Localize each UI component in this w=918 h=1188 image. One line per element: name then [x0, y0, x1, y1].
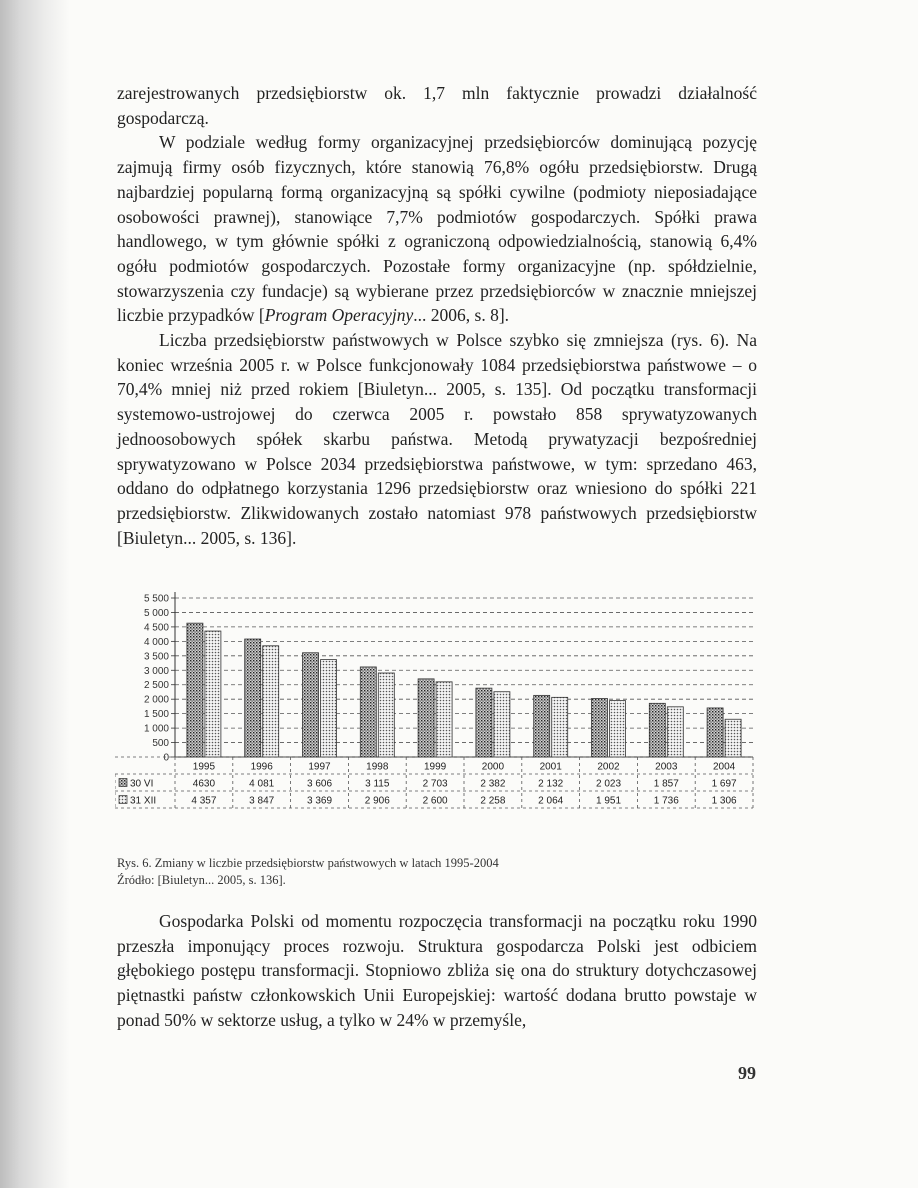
- y-tick-label: 2 000: [143, 694, 169, 706]
- data-value-label: 1 697: [711, 778, 737, 790]
- data-value-label: 2 382: [480, 778, 506, 790]
- y-tick-label: 4 000: [143, 636, 169, 648]
- bar-31-XII-2004: [725, 719, 741, 757]
- bar-31-XII-2003: [667, 707, 683, 757]
- y-tick-label: 0: [163, 752, 169, 764]
- data-value-label: 1 736: [653, 795, 679, 807]
- citation-program-operacyjny: Program Operacyjny: [264, 305, 414, 326]
- data-value-label: 2 906: [364, 795, 390, 807]
- paragraph-continued: zarejestrowanych przedsiębiorstw ok. 1,7 mln faktycznie prowadzi działalność gospodarczą.: [117, 83, 757, 128]
- y-tick-label: 1 000: [143, 723, 169, 735]
- bar-30-VI-2003: [649, 703, 665, 757]
- legend-label: 31 XII: [130, 795, 157, 807]
- data-value-label: 1 857: [653, 778, 679, 790]
- paragraph-liczba: Liczba przedsiębiorstw państwowych w Polsce szybko się zmniejsza (rys. 6). Na koniec września 2005 r. w Polsce funkcjonowały 1084 przedsiębiorstwa państwowe – o 70,4% mniej niż przed rokiem [Biuletyn... 2005, s. 135]. Od początku transformacji systemowo-ustrojowej do czerwca 2005 r. powstało 858 sprywatyzowanych jednoosobowych spółek skarbu państwa. Metodą prywatyzacji bezpośredniej sprywatyzowano w Polsce 2034 przedsiębiorstwa państwowe, w tym: sprzedano 463, oddano do odpłatnego korzystania 1296 przedsiębiorstw oraz wniesiono do spółki 221 przedsiębiorstw. Zlikwidowanych zostało natomiast 978 państwowych przedsiębiorstw [Biuletyn... 2005, s. 136].: [117, 330, 757, 548]
- legend-swatch-30-VI: [119, 779, 127, 787]
- x-category-label: 2004: [712, 761, 736, 773]
- data-value-label: 2 132: [538, 778, 564, 790]
- data-value-label: 3 115: [365, 778, 390, 790]
- bar-30-VI-1996: [245, 639, 261, 757]
- y-tick-label: 5 000: [143, 607, 169, 619]
- x-category-label: 1998: [366, 761, 389, 773]
- y-tick-label: 4 500: [143, 622, 169, 634]
- x-category-label: 1996: [250, 761, 273, 773]
- bar-30-VI-2001: [534, 695, 550, 757]
- binding-shadow: [0, 0, 70, 1188]
- y-tick-label: 2 500: [143, 680, 169, 692]
- bar-30-VI-2004: [707, 708, 723, 757]
- x-category-label: 1999: [423, 761, 447, 773]
- data-value-label: 2 258: [480, 795, 506, 807]
- legend-label: 30 VI: [130, 778, 154, 790]
- paragraph-forma-end: ... 2006, s. 8].: [413, 305, 510, 326]
- data-value-label: 3 847: [249, 795, 275, 807]
- bar-chart: [115, 585, 760, 835]
- x-category-label: 2003: [655, 761, 678, 773]
- bar-31-XII-1998: [378, 673, 394, 757]
- page-number: 99: [738, 1063, 756, 1083]
- bar-31-XII-2000: [494, 692, 510, 757]
- data-value-label: 1 306: [711, 795, 737, 807]
- data-value-label: 2 064: [538, 795, 564, 807]
- y-tick-label: 1 500: [143, 709, 169, 721]
- bar-31-XII-1995: [205, 631, 221, 757]
- legend-swatch-31-XII: [119, 796, 127, 804]
- y-tick-label: 3 000: [143, 665, 169, 677]
- x-category-label: 1997: [308, 761, 331, 773]
- x-category-label: 2001: [539, 761, 562, 773]
- figure-chart: [115, 585, 760, 835]
- data-value-label: 3 606: [306, 778, 333, 790]
- y-tick-label: 3 500: [143, 651, 169, 663]
- x-category-label: 1995: [192, 761, 216, 773]
- x-category-label: 2002: [597, 761, 620, 773]
- bar-31-XII-1997: [321, 660, 337, 757]
- chart-bars: [187, 623, 741, 757]
- data-value-label: 1 951: [595, 795, 622, 807]
- paragraph-forma-text: W podziale według formy organizacyjnej przedsiębiorców dominującą pozycję zajmują firmy osób fizycznych, które stanowią 76,8% ogółu przedsiębiorstw. Drugą najbardziej popularną formą organizacyjną są spółki cywilne (podmioty nieposiadające osobowości prawnej), stanowiące 7,7% podmiotów gospodarczych. Spółki prawa handlowego, w tym głównie spółki z ograniczoną odpowiedzialnością, stanowią 6,4% ogółu podmiotów gospodarczych. Pozostałe formy organizacyjne (np. spółdzielnie, stowarzyszenia czy fundacje) są wybierane przez przedsiębiorców w znacznie mniejszej liczbie przypadków [: [117, 132, 757, 326]
- figure-caption: [117, 855, 717, 889]
- caption-title: Rys. 6. Zmiany w liczbie przedsiębiorstw państwowych w latach 1995-2004: [117, 856, 499, 870]
- bar-30-VI-1997: [303, 653, 319, 757]
- bar-31-XII-2002: [610, 701, 626, 757]
- bar-30-VI-1999: [418, 679, 434, 757]
- chart-data-table: [115, 757, 753, 808]
- y-tick-label: 5 500: [143, 593, 169, 605]
- paragraph-gospodarka: Gospodarka Polski od momentu rozpoczęcia transformacji na początku roku 1990 przeszła imponujący proces rozwoju. Struktura gospodarcza Polski jest odbiciem głębokiego postępu transformacji. Stopniowo zbliża się ona do struktury dotychczasowej piętnastki państw członkowskich Unii Europejskiej: wartość dodana brutto powstaje w ponad 50% w sektorze usług, a tylko w 24% w przemyśle,: [117, 911, 757, 1030]
- data-value-label: 2 600: [422, 795, 448, 807]
- data-value-label: 4 357: [191, 795, 217, 807]
- bar-30-VI-1998: [360, 667, 376, 757]
- x-category-label: 2000: [481, 761, 505, 773]
- bar-31-XII-1996: [263, 646, 279, 757]
- bar-30-VI-2002: [592, 699, 608, 757]
- body-text-upper: [117, 81, 757, 550]
- data-value-label: 2 703: [422, 778, 448, 790]
- bar-30-VI-1995: [187, 623, 203, 757]
- data-value-label: 3 369: [306, 795, 333, 807]
- body-text-lower: [117, 909, 757, 1033]
- data-value-label: 4 081: [249, 778, 275, 790]
- chart-gridlines: [175, 598, 753, 743]
- bar-31-XII-2001: [552, 697, 568, 757]
- bar-31-XII-1999: [436, 682, 452, 757]
- paragraph-forma: [117, 130, 757, 328]
- y-tick-label: 500: [152, 738, 169, 750]
- caption-source: Źródło: [Biuletyn... 2005, s. 136].: [117, 873, 286, 887]
- bar-30-VI-2000: [476, 688, 492, 757]
- data-value-label: 2 023: [595, 778, 622, 790]
- data-value-label: 4630: [192, 778, 216, 790]
